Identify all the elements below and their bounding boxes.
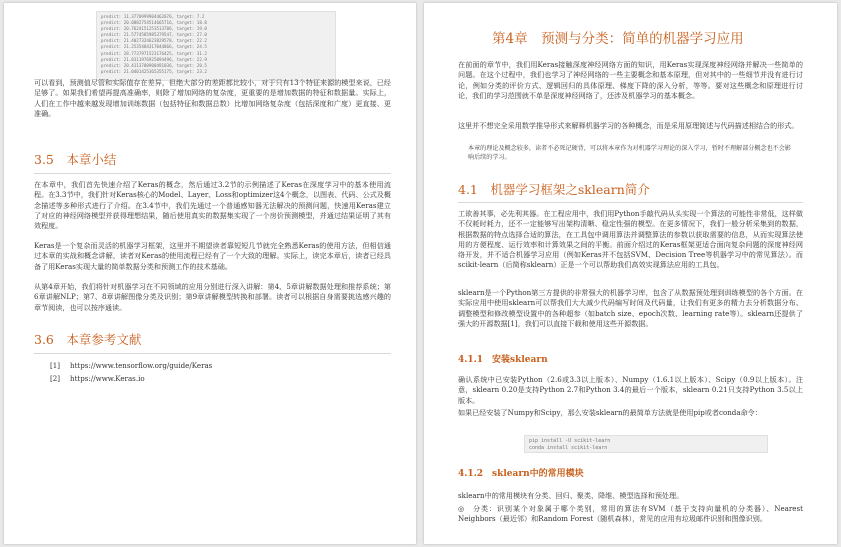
reference-link[interactable]: https://www.tensorflow.org/guide/Keras [70, 361, 213, 370]
chapter-intro-paragraph-1: 在前面的章节中，我们用Keras接触深度神经网络方面的知识，用Keras实现深度神经网络并解决一些简单的问题。在这个过程中，我们也学习了神经网络的一些主要概念和基本原理，但对其中的一些细节并没有进行讨论，例如分类的评价方式、逻辑回归的具体原理、梯度下降的深入分析，等等。要对这些概念和原理进行讨论，我们的学习范围就不单是深度神经网络了，还涉及机器学习的基本概念。 [458, 60, 803, 100]
summary-paragraph-2: Keras是一个复杂而灵活的机器学习框架，这里并不期望读者靠短短几节就完全熟悉Keras的使用方法，但相信通过本章的实战和概念讲解，读者对Keras的使用流程已经有了一个大致的理解。实际上，读完本章后，读者已经具备了用Keras实现大量的简单数据分类和预测工作的技术基础。 [34, 241, 391, 271]
modules-paragraph-2: ◎ 分类：识别某个对象属于哪个类别，常用的算法有SVM（基于支持向量机的分类器）、Nearest Neighbors（最近邻）和Random Forest（随机森林），常见的应用有垃圾邮件识别和图像识别。 [458, 504, 803, 524]
chapter-note: 本章的理论及概念较多，读者不必死记硬背，可以将本章作为对机器学习理论的深入学习，暂时不理解部分概念也不会影响后续的学习。 [468, 145, 791, 161]
modules-paragraph-1: sklearn中的常用模块有分类、回归、聚类、降维、模型选择和预处理。 [458, 491, 684, 500]
summary-paragraph-1: 在本章中，我们首先快速介绍了Keras的概念，然后通过3.2节的示例描述了Keras在深度学习中的基本使用流程。在3.3节中，我们针对Keras核心的Model、Layer、Loss和optimizer这4个概念，以图表、代码、公式及概念描述等多种形式进行了介绍。在3.4节中，我们先通过一个普通感知器无法解决的预测问题，快速用Keras建立了对应的神经网络模型并获得理想结果，随后使用真实的数据集实现了一个房价预测模型，并通过结果证明了其有效程度。 [34, 180, 391, 231]
chapter-title: 第4章 预测与分类：简单的机器学习应用 [492, 31, 744, 47]
left-page [4, 3, 416, 544]
intro-paragraph: 可以看到，预测值尽管和实际值存在差异，但绝大部分的差距都比较小，对于只有13个特征来源的模型来说，已经足够了。如果我们希望再提高准确率，则除了增加网络的复杂度，更重要的是增加数据的特征和数据量。实际上，人们在工作中越来越发现增加训练数据（包括特征和数据总数）比增加网络复杂度（包括深度和广度）更直接、更准确。 [34, 78, 391, 118]
install-code-line: conda install scikit-learn [529, 444, 608, 451]
summary-paragraph-3: 从第4章开始，我们将针对机器学习在不同领域的应用分别进行深入讲解：第4、5章讲解数据处理和推荐系统；第6章讲解NLP；第7、8章讲解图像分类及识别；第9章讲解模型转换和部署。读者可以根据自身需要挑选感兴趣的章节阅读，也可以按序通读。 [34, 282, 391, 312]
install-code-line: pip install -U scikit-learn [529, 438, 611, 444]
code-line: predict: 20.7624151253513786, target: 19.0 [101, 26, 207, 32]
code-line: predict: 21.4027324623829578, target: 22.2 [101, 38, 207, 44]
right-page [424, 3, 837, 544]
code-line: predict: 21.2535484317044866, target: 24.5 [101, 44, 207, 50]
install-paragraph-2: 如果已经安装了Numpy和Scipy，那么安装sklearn的最简单方法就是使用pip或者conda命令： [458, 408, 762, 417]
sklearn-intro-paragraph-2: sklearn是一个Python第三方提供的非常强大的机器学习库，包含了从数据预处理到训练模型的各个方面。在实际应用中使用sklearn可以帮我们大大减少代码编写时间及代码量，让我们有更多的精力去分析数据分布、调整模型和修改模型设置中的各种超参（如batch size、epoch次数、learning rate等）。sklearn还提供了强大的开源数据[1]，我们可以直接下载和使用这些开源数据。 [458, 288, 803, 328]
code-line: predict: 11.3770999904462076, target: 7.2 [101, 14, 205, 19]
code-line: predict: 20.0882754514665716, target: 18.8 [101, 20, 207, 26]
prediction-output-code [96, 11, 336, 81]
install-paragraph-1: 确认系统中已安装Python（2.6或3.3以上版本）、Numpy（1.6.1以上版本）、Scipy（0.9以上版本）。注意，sklearn 0.20是支持Python 2.7和Python 3.4的最后一个版本，sklearn 0.21只支持Python 3.5以上版本。 [458, 375, 803, 405]
reference-item [50, 359, 212, 372]
reference-number: [2] [50, 374, 61, 383]
sklearn-intro-paragraph-1: 工欲善其事，必先利其器。在工程应用中，我们用Python手敲代码从头实现一个算法的可能性非常低，这样做不仅耗时耗力，还不一定能够写出架构清晰、稳定性强的模型。在更多情况下，我们一般分析采集到的数据，根据数据的特点选择合适的算法，在工具包中调用算法并调整算法的参数以获取需要的信息，从而实现算法使用的方便程度、运行效率和计算效果之间的平衡。前面介绍过的Keras框架更适合面向复杂问题的深度神经网络开发，并不适合机器学习应用（例如Keras并不包括SVM、Decision Tree等机器学习中的常见算法）。而scikit-learn（后简称sklearn）正是一个可以帮助我们高效实现算法应用的工具包。 [458, 209, 803, 270]
section-3-6-rule [34, 353, 391, 354]
install-command-code [524, 435, 768, 453]
code-line: predict: 21.5774585985379547, target: 27.0 [101, 32, 207, 38]
section-4-1-heading: 4.1 机器学习框架之sklearn简介 [458, 182, 650, 197]
section-4-1-rule [458, 202, 803, 203]
section-3-5-heading: 3.5 本章小结 [34, 152, 117, 167]
section-3-6-heading: 3.6 本章参考文献 [34, 332, 142, 347]
reference-number: [1] [50, 361, 61, 370]
chapter-intro-paragraph-2: 这里并不想完全采用数学推导形式来解释机器学习的各种概念，而是采用原理简述与代码描述相结合的形式。 [458, 121, 799, 130]
section-4-1-2-heading: 4.1.2 sklearn中的常用模块 [458, 469, 584, 479]
code-line: predict: 20.4113700900491036, target: 20.5 [101, 62, 207, 68]
code-line: predict: 21.0401425365355175, target: 23.2 [101, 68, 207, 74]
section-3-5-rule [34, 173, 391, 174]
code-line: predict: 21.8311976925094496, target: 22.9 [101, 56, 207, 62]
section-4-1-1-heading: 4.1.1 安装sklearn [458, 355, 548, 365]
code-line: predict: 28.7737971523176425, target: 31.2 [101, 50, 207, 56]
reference-link[interactable]: https://www.Keras.io [70, 374, 145, 383]
reference-item [50, 372, 212, 385]
reference-list [50, 359, 212, 385]
